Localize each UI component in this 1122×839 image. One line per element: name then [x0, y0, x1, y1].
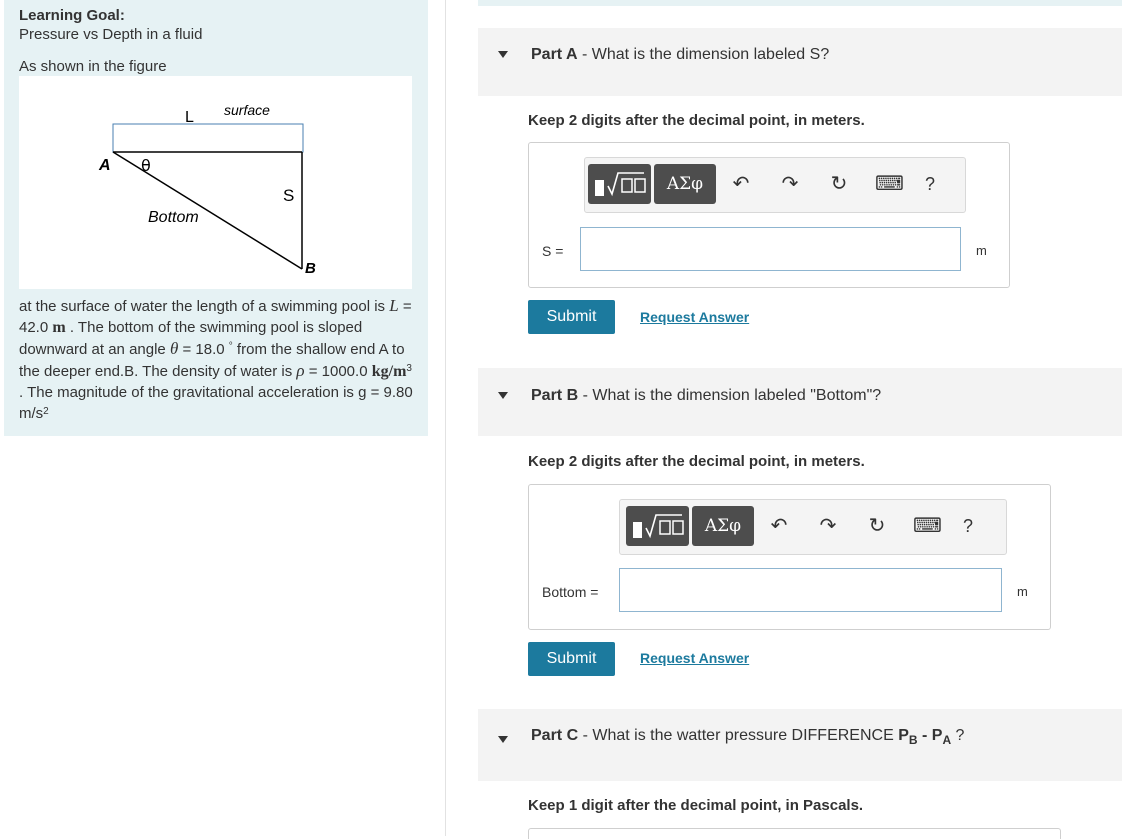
- part-a-math-toolbar: [584, 157, 966, 213]
- keyboard-icon[interactable]: ⌨: [913, 515, 942, 537]
- pool-diagram: [19, 76, 412, 289]
- bottom-variable-label: Bottom =: [542, 584, 599, 600]
- caret-down-icon[interactable]: [498, 392, 508, 399]
- redo-icon[interactable]: ↷: [819, 515, 837, 537]
- part-a-answer-box: [528, 142, 1010, 288]
- part-a-submit-button[interactable]: Submit: [528, 300, 615, 334]
- undo-icon[interactable]: ↶: [732, 173, 750, 195]
- bottom-answer-input[interactable]: [619, 568, 1002, 612]
- top-strip: [478, 0, 1122, 6]
- part-b-header[interactable]: [478, 368, 1122, 436]
- learning-goal-subtitle: Pressure vs Depth in a fluid: [19, 26, 203, 43]
- part-c-title: Part C - What is the watter pressure DIFFERENCE $P_B - P_A$ ?: [531, 727, 965, 748]
- keyboard-icon[interactable]: ⌨: [875, 173, 904, 195]
- templates-button[interactable]: [588, 164, 651, 204]
- label-L: L: [185, 109, 194, 126]
- part-b-submit-button[interactable]: Submit: [528, 642, 615, 676]
- learning-goal-panel: [4, 0, 428, 436]
- part-b-answer-box: [528, 484, 1051, 630]
- greek-letters-button[interactable]: ΑΣφ: [654, 164, 716, 204]
- learning-goal-title: Learning Goal:: [19, 7, 125, 24]
- problem-statement: at the surface of water the length of a swimming pool is L = 42.0 m . The bottom of the swimming pool is sloped downward at an angle θ = 18.0 ° from the shallow end A to the deeper end.B. The density of water is ρ = 1000.0 $kg/m^3$ . The magnitude of the gravitational acceleration is g = 9.80 $m/s^2$: [19, 296, 413, 422]
- part-a-request-answer-link[interactable]: Request Answer: [640, 309, 750, 325]
- column-divider: [445, 0, 446, 836]
- s-answer-input[interactable]: [580, 227, 961, 271]
- part-b-math-toolbar: [619, 499, 1007, 555]
- label-theta: θ: [141, 156, 151, 175]
- help-icon[interactable]: ?: [962, 516, 973, 536]
- label-surface: surface: [224, 102, 270, 118]
- help-icon[interactable]: ?: [924, 174, 935, 194]
- part-a-instruction: Keep 2 digits after the decimal point, in meters.: [528, 112, 865, 129]
- surface-rect: [113, 124, 303, 152]
- caret-down-icon[interactable]: [498, 51, 508, 58]
- figure-caption: As shown in the figure: [19, 58, 167, 75]
- label-bottom: Bottom: [148, 209, 199, 226]
- pool-figure: [19, 76, 412, 289]
- part-a-title: Part A - What is the dimension labeled S?: [531, 46, 830, 63]
- label-B: B: [305, 260, 316, 277]
- part-c-header[interactable]: [478, 709, 1122, 781]
- undo-icon[interactable]: ↶: [770, 515, 788, 537]
- part-c-instruction: Keep 1 digit after the decimal point, in Pascals.: [528, 797, 864, 814]
- greek-letters-button[interactable]: ΑΣφ: [692, 506, 754, 546]
- reset-icon[interactable]: ↻: [868, 515, 886, 537]
- caret-down-icon[interactable]: [498, 736, 508, 743]
- templates-button[interactable]: [626, 506, 689, 546]
- reset-icon[interactable]: ↻: [830, 173, 848, 195]
- templates-icon: [626, 506, 689, 546]
- label-A: A: [99, 157, 111, 174]
- part-a-header[interactable]: [478, 28, 1122, 96]
- part-b-title: Part B - What is the dimension labeled "Bottom"?: [531, 387, 882, 404]
- part-b-request-answer-link[interactable]: Request Answer: [640, 650, 750, 666]
- part-b-instruction: Keep 2 digits after the decimal point, in meters.: [528, 453, 865, 470]
- part-c-answer-box: [528, 828, 1061, 839]
- templates-icon: [588, 164, 651, 204]
- s-unit-label: m: [976, 243, 987, 258]
- s-variable-label: S =: [542, 243, 564, 259]
- bottom-unit-label: m: [1017, 584, 1028, 599]
- redo-icon[interactable]: ↷: [781, 173, 799, 195]
- label-S: S: [283, 186, 295, 205]
